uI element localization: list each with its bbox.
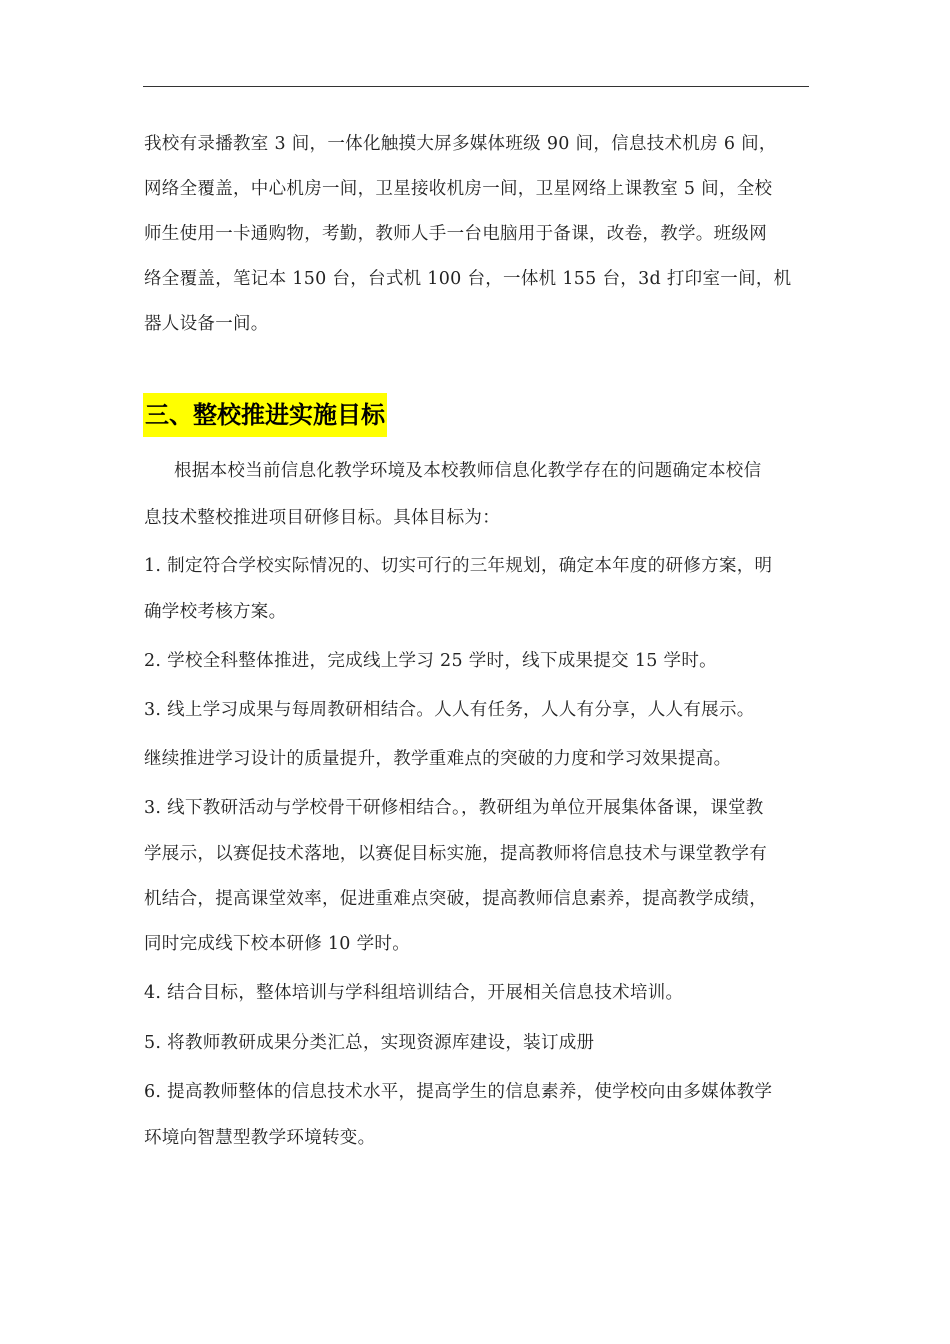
text-line: 络全覆盖，笔记本 150 台，台式机 100 台，一体机 155 台，3d 打印室一间，机 [144,269,792,289]
list-item: 同时完成线下校本研修 10 学时。 [144,934,410,954]
list-item: 机结合，提高课堂效率，促进重难点突破，提高教师信息素养，提高教学成绩， [144,889,767,909]
text-line: 网络全覆盖，中心机房一间，卫星接收机房一间，卫星网络上课教室 5 间，全校 [144,179,773,199]
list-item: 6. 提高教师整体的信息技术水平，提高学生的信息素养，使学校向由多媒体教学 [144,1082,773,1102]
list-item: 4. 结合目标，整体培训与学科组培训结合，开展相关信息技术培训。 [144,983,684,1003]
list-item: 3. 线下教研活动与学校骨干研修相结合。，教研组为单位开展集体备课，课堂教 [144,798,764,818]
text-line: 息技术整校推进项目研修目标。具体目标为： [144,508,500,528]
list-item: 1. 制定符合学校实际情况的、切实可行的三年规划，确定本年度的研修方案，明 [144,556,773,576]
text-line: 师生使用一卡通购物，考勤，教师人手一台电脑用于备课，改卷，教学。班级网 [144,224,767,244]
list-item: 继续推进学习设计的质量提升，教学重难点的突破的力度和学习效果提高。 [144,749,732,769]
list-item: 5. 将教师教研成果分类汇总，实现资源库建设，装订成册 [144,1033,595,1053]
list-item: 2. 学校全科整体推进，完成线上学习 25 学时，线下成果提交 15 学时。 [144,651,717,671]
list-item: 学展示，以赛促技术落地，以赛促目标实施，提高教师将信息技术与课堂教学有 [144,844,767,864]
list-item: 确学校考核方案。 [144,602,287,622]
section-heading: 三、整校推进实施目标 [143,393,387,437]
text-line: 根据本校当前信息化教学环境及本校教师信息化教学存在的问题确定本校信 [174,461,762,481]
header-rule [143,86,809,87]
text-line: 我校有录播教室 3 间，一体化触摸大屏多媒体班级 90 间，信息技术机房 6 间， [144,134,777,154]
text-line: 器人设备一间。 [144,314,269,334]
list-item: 环境向智慧型教学环境转变。 [144,1128,376,1148]
list-item: 3. 线上学习成果与每周教研相结合。人人有任务，人人有分享，人人有展示。 [144,700,755,720]
